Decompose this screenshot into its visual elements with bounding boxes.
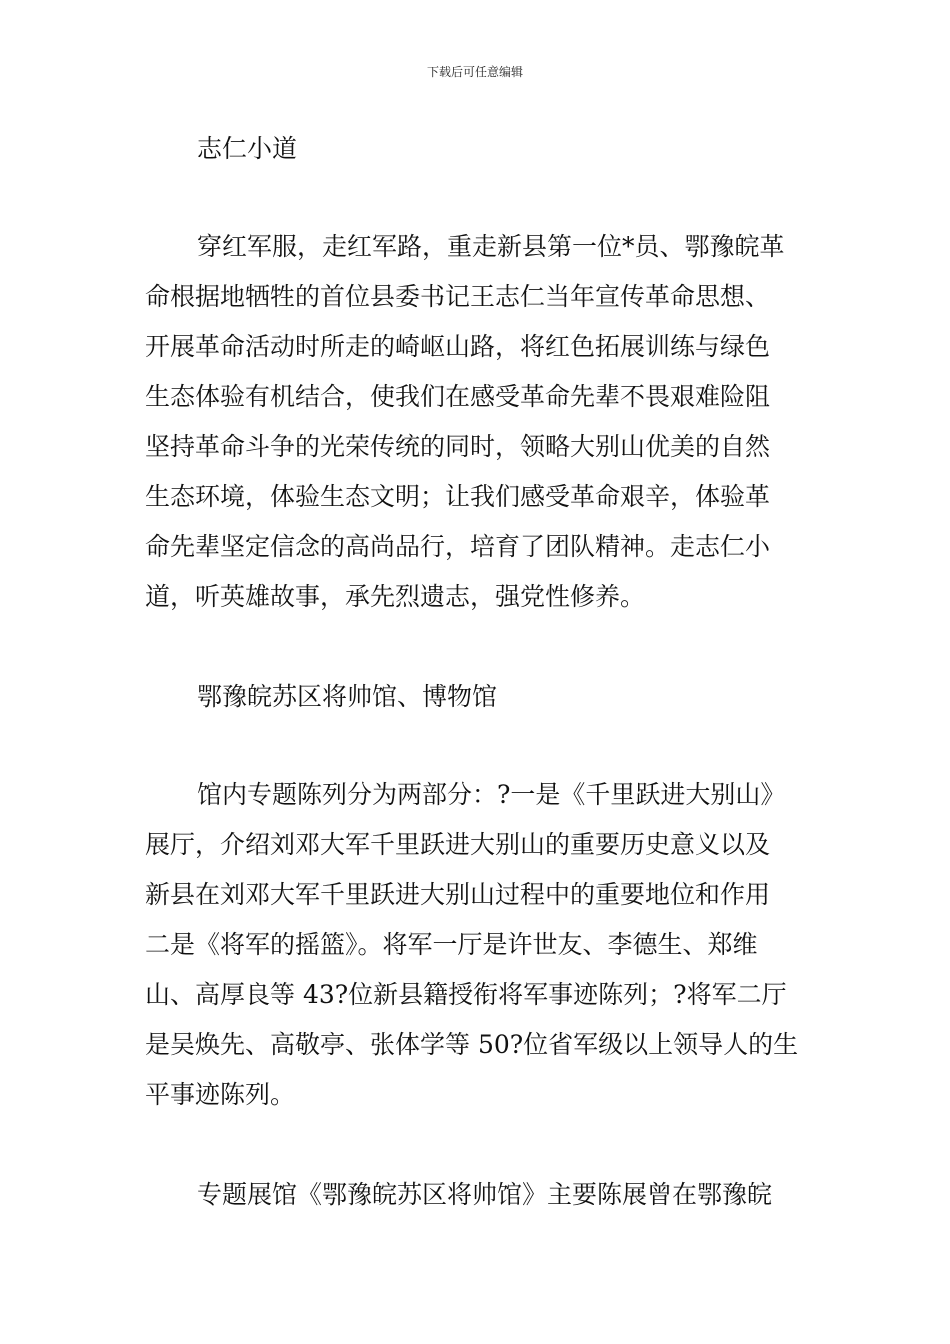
paragraph-line: 专题展馆《鄂豫皖苏区将帅馆》主要陈展曾在鄂豫皖: [197, 1180, 773, 1209]
paragraph-generals-hall-intro: [145, 1170, 807, 1220]
section-heading-generals-museum: 鄂豫皖苏区将帅馆、博物馆: [197, 682, 498, 711]
paragraph-line: 道，听英雄故事，承先烈遗志，强党性修养。: [145, 582, 646, 611]
paragraph-line: 展厅，介绍刘邓大军千里跃进大别山的重要历史意义以及: [145, 830, 771, 859]
paragraph-line: 平事迹陈列。: [145, 1080, 296, 1109]
paragraph-line: 二是《将军的摇篮》。将军一厅是许世友、李德生、郑维: [145, 930, 758, 959]
paragraph-line: 开展革命活动时所走的崎岖山路，将红色拓展训练与绿色: [145, 332, 771, 361]
paragraph-line: 生态体验有机结合，使我们在感受革命先辈不畏艰难险阻: [145, 382, 771, 411]
paragraph-line: 生态环境，体验生态文明；让我们感受革命艰辛，体验革: [145, 482, 771, 511]
paragraph-line: 命先辈坚定信念的高尚品行，培育了团队精神。走志仁小: [145, 532, 771, 561]
paragraph-line: 命根据地牺牲的首位县委书记王志仁当年宣传革命思想、: [145, 282, 771, 311]
page-header: 下载后可任意编辑: [426, 65, 523, 79]
paragraph-line: 是吴焕先、高敬亭、张体学等 50?位省军级以上领导人的生: [145, 1030, 799, 1059]
paragraph-line: 馆内专题陈列分为两部分：?一是《千里跃进大别山》: [197, 780, 786, 809]
paragraph-line: 新县在刘邓大军千里跃进大别山过程中的重要地位和作用: [145, 880, 771, 909]
paragraph-line: 坚持革命斗争的光荣传统的同时，领略大别山优美的自然: [145, 432, 771, 461]
paragraph-generals-museum: [145, 770, 807, 1120]
paragraph-line: 山、高厚良等 43?位新县籍授衔将军事迹陈列；?将军二厅: [145, 980, 787, 1009]
paragraph-line: 穿红军服，走红军路，重走新县第一位*员、鄂豫皖革: [197, 232, 785, 261]
paragraph-zhiren-trail: [145, 222, 807, 622]
section-heading-zhiren-trail: 志仁小道: [197, 134, 298, 163]
